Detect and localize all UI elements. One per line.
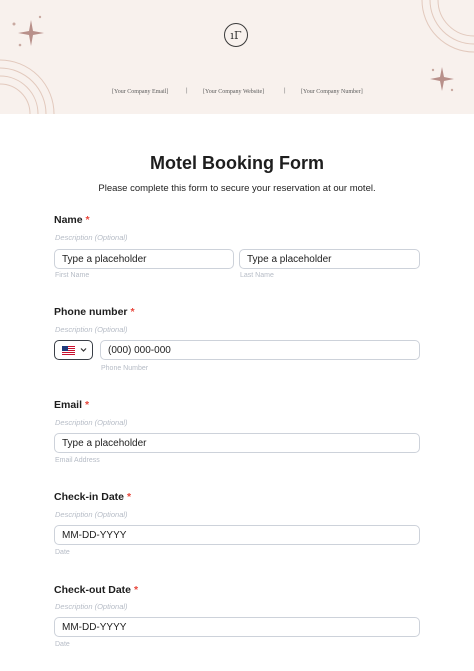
email-input[interactable]: Type a placeholder bbox=[54, 433, 420, 453]
chevron-down-icon bbox=[80, 347, 87, 353]
first-name-input[interactable]: Type a placeholder bbox=[54, 249, 234, 269]
form-subtitle: Please complete this form to secure your reservation at our motel. bbox=[98, 183, 376, 194]
header-banner bbox=[0, 0, 474, 114]
first-name-sublabel: First Name bbox=[55, 272, 90, 279]
phone-label-text: Phone number bbox=[54, 306, 128, 318]
phone-sublabel: Phone Number bbox=[101, 365, 149, 372]
header-separator: | bbox=[284, 88, 286, 94]
last-name-sublabel: Last Name bbox=[240, 272, 274, 279]
phone-input[interactable]: (000) 000-000 bbox=[100, 340, 420, 360]
required-marker: * bbox=[133, 584, 139, 596]
name-description: Description (Optional) bbox=[55, 233, 128, 242]
country-code-select[interactable] bbox=[54, 340, 93, 360]
last-name-input[interactable]: Type a placeholder bbox=[239, 249, 420, 269]
email-label bbox=[54, 399, 89, 411]
checkout-date-input[interactable]: MM-DD-YYYY bbox=[54, 617, 420, 637]
email-description: Description (Optional) bbox=[55, 418, 128, 427]
company-email: [Your Company Email] bbox=[112, 89, 169, 95]
company-website: [Your Company Website] bbox=[203, 89, 265, 95]
name-label bbox=[54, 214, 90, 226]
name-label-text: Name bbox=[54, 214, 83, 226]
company-logo bbox=[224, 23, 248, 47]
required-marker: * bbox=[130, 306, 135, 318]
checkin-date-input[interactable]: MM-DD-YYYY bbox=[54, 525, 420, 545]
checkout-label bbox=[54, 584, 138, 596]
required-marker: * bbox=[126, 491, 132, 503]
us-flag-icon bbox=[62, 346, 75, 355]
checkin-sublabel: Date bbox=[55, 549, 70, 556]
decorative-arcs bbox=[0, 0, 474, 114]
checkout-description: Description (Optional) bbox=[55, 602, 128, 611]
email-sublabel: Email Address bbox=[55, 457, 100, 464]
company-number: [Your Company Number] bbox=[301, 89, 363, 95]
phone-label bbox=[54, 306, 135, 318]
checkout-label-text: Check-out Date bbox=[54, 584, 132, 596]
required-marker: * bbox=[85, 214, 90, 226]
phone-description: Description (Optional) bbox=[55, 325, 128, 334]
checkout-sublabel: Date bbox=[55, 641, 70, 648]
logo-text: ıΓ bbox=[230, 28, 242, 42]
form-title: Motel Booking Form bbox=[150, 153, 324, 173]
checkin-label-text: Check-in Date bbox=[54, 491, 125, 503]
header-separator: | bbox=[186, 88, 188, 94]
checkin-label bbox=[54, 491, 131, 503]
required-marker: * bbox=[84, 399, 90, 411]
email-label-text: Email bbox=[54, 399, 83, 411]
checkin-description: Description (Optional) bbox=[55, 510, 128, 519]
